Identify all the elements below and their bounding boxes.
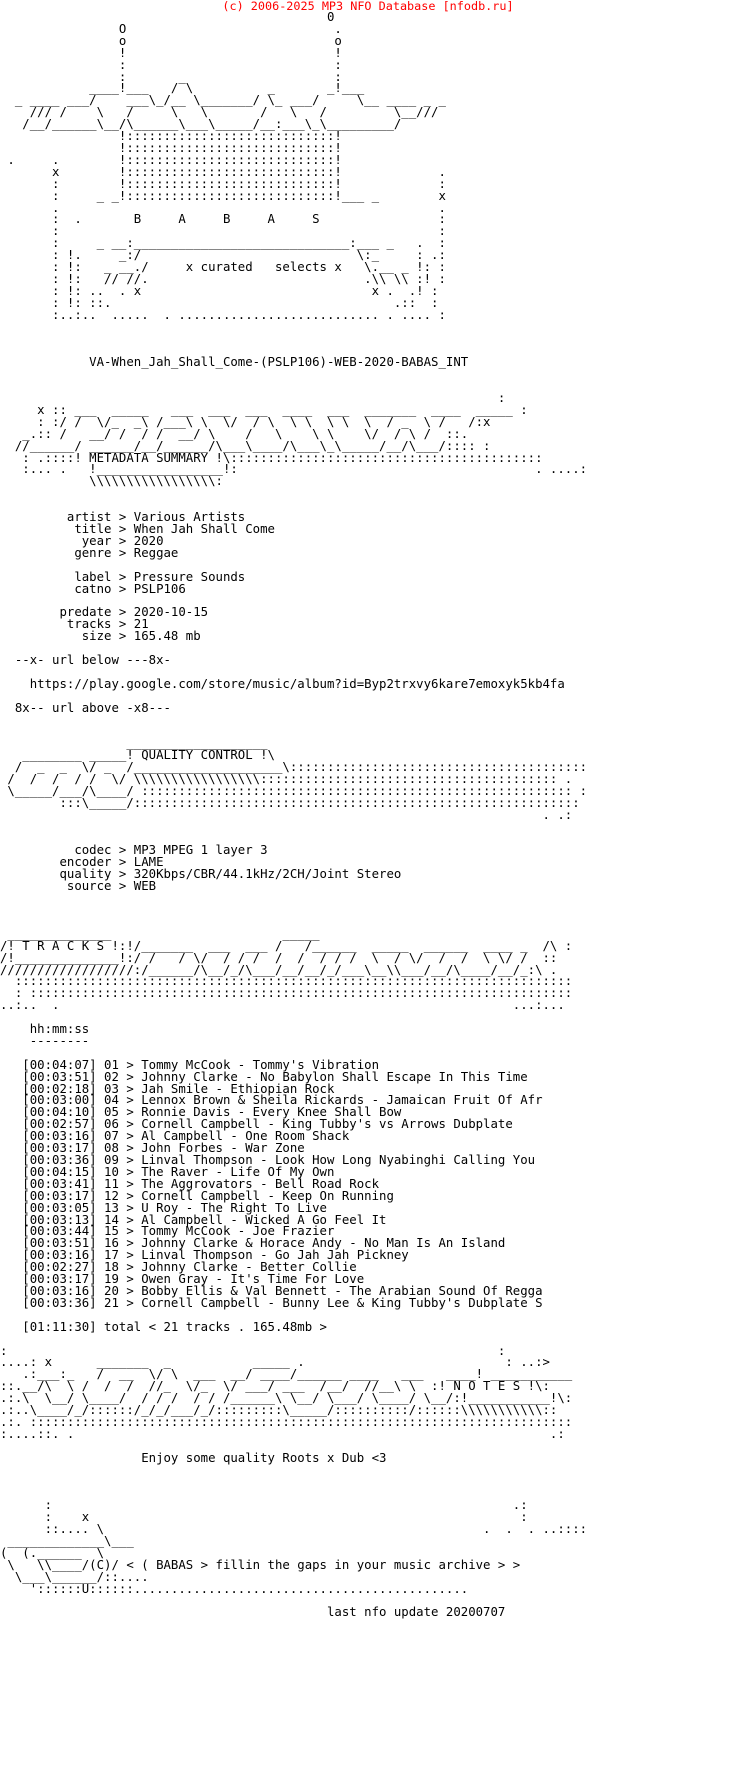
nfo-line: : x : <box>0 1510 528 1525</box>
nfo-line: last nfo update 20200707 <box>0 1605 506 1620</box>
nfo-line: hh:mm:ss <box>0 1022 90 1037</box>
nfo-line: [00:04:07] 01 > Tommy McCook - Tommy's Vibration <box>0 1057 380 1072</box>
nfo-line <box>0 714 587 726</box>
nfo-line: [00:03:17] 08 > John Forbes - War Zone <box>0 1141 305 1156</box>
nfo-line: !::::::::::::::::::::::::::::! <box>0 129 342 144</box>
nfo-line: x :: ___ _____ ___ ___ ___ ____ ___ _______ ____ _____ : <box>0 402 528 417</box>
nfo-line: [00:03:00] 04 > Lennox Brown & Sheila Rickards - Jamaican Fruit Of Afr <box>0 1093 543 1108</box>
nfo-line: ! ! <box>0 45 342 60</box>
nfo-line: \ \\____/(C)/ < ( BABAS > fillin the gaps in your music archive > > <box>0 1557 521 1572</box>
nfo-line: : !. _:/ \:_ : .: <box>0 248 446 263</box>
nfo-line: . . !::::::::::::::::::::::::::::! <box>0 152 342 167</box>
nfo-line: [00:03:17] 12 > Cornell Campbell - Keep On Running <box>0 1188 394 1203</box>
nfo-line: . .: <box>0 807 573 822</box>
nfo-line: ___________________ <box>0 736 268 751</box>
nfo-line: : _ _!::::::::::::::::::::::::::::!___ _ x <box>0 188 446 203</box>
nfo-line: [00:03:36] 21 > Cornell Campbell - Bunny Lee & King Tubby's Dubplate S <box>0 1295 543 1310</box>
nfo-line: ::::::::::::::::::::::::::::::::::::::::::::::::::::::::::::::::::::::::::: <box>0 974 573 989</box>
nfo-line: size > 165.48 mb <box>0 629 201 644</box>
nfo-line: [00:02:27] 18 > Johnny Clarke - Better Collie <box>0 1260 357 1275</box>
nfo-line <box>0 905 587 917</box>
nfo-line: : _ : <box>0 69 342 84</box>
nfo-line: quality > 320Kbps/CBR/44.1kHz/2CH/Joint Stereo <box>0 867 402 882</box>
nfo-line: [00:03:05] 13 > U Roy - The Right To Live <box>0 1200 327 1215</box>
nfo-line: : ::::::::::::::::::::::::::::::::::::::::::::::::::::::::::::::::::::::::: <box>0 986 573 1001</box>
nfo-line <box>0 822 587 834</box>
nfo-line: [01:11:30] total < 21 tracks . 165.48mb > <box>0 1319 327 1334</box>
nfo-line: [00:03:36] 09 > Linval Thompson - Look How Long Nyabinghi Calling You <box>0 1153 536 1167</box>
nfo-line: !::::::::::::::::::::::::::::! <box>0 140 342 155</box>
nfo-line: /! T R A C K S !:!/_______ ___ ___ / /______ _____ ______ ____ _ /\ : <box>0 938 573 953</box>
nfo-line: :..:.. ..... . ........................... . .... : <box>0 307 446 322</box>
nfo-line: [00:02:18] 03 > Jah Smile - Ethiopian Rock <box>0 1081 335 1096</box>
nfo-line: VA-When_Jah_Shall_Come-(PSLP106)-WEB-2020-BABAS_INT <box>0 355 469 370</box>
nfo-line: : !: .. . x x . .! : <box>0 283 439 298</box>
nfo-line: / / / / / \/ \\\\\\\\\\\\\\\\\:::::::::::::::::::::::::::::::::::::::: . <box>0 772 573 786</box>
nfo-line: o o <box>0 33 342 48</box>
nfo-line: /__/______\__/\______\___\_____/__:___\_\_________/ <box>0 117 402 132</box>
nfo-line: .:___:_ / __ \/ \ ___ __/ ____/______ ____ ___ ____! ___________ <box>0 1367 573 1382</box>
nfo-line: : _ __:_____________________________:___ _ . : <box>0 236 446 251</box>
nfo-line <box>0 893 587 905</box>
nfo-line: : !: _ __./ x curated selects x \.__ _ !: : <box>0 260 446 275</box>
nfo-line: x !::::::::::::::::::::::::::::! . <box>0 164 446 179</box>
nfo-line: -------- <box>0 1033 90 1048</box>
nfo-line: \___\______/::.... <box>0 1569 149 1584</box>
nfo-line: :....::. . .: <box>0 1426 565 1441</box>
nfo-text-document <box>0 12 587 1619</box>
nfo-line: artist > Various Artists <box>0 510 246 525</box>
nfo-line: 8x-- url above -x8--- <box>0 700 171 715</box>
nfo-line <box>0 333 587 345</box>
nfo-line: //______/ ______/__/______/\___\____/\___\_\_____/__/\___/:::: : <box>0 438 491 453</box>
nfo-line: //////////////////:/______/\__/_/\___/__/__/_/___\__\\___/__/\____/__/_:\ . <box>0 962 558 977</box>
nfo-line: ________ _____! QUALITY CONTROL !\ <box>0 748 275 763</box>
nfo-line: /!______________!:/ / / \/ / / / / / / / / \ / \/ / / \ \/ / :: <box>0 950 558 965</box>
nfo-line: Enjoy some quality Roots x Dub <3 <box>0 1450 387 1465</box>
nfo-line: [00:02:57] 06 > Cornell Campbell - King Tubby's vs Arrows Dubplate <box>0 1117 513 1132</box>
nfo-line: [00:03:16] 17 > Linval Thompson - Go Jah Jah Pickney <box>0 1248 409 1263</box>
nfo-line: /// / \ / \ \ / \ / \__/// <box>0 105 439 120</box>
nfo-line: '::::::U::::::............................................. <box>0 1581 469 1596</box>
nfo-line: .:..\____/_/::::::/_/_/___/_/:::::::::\_____/::::::::::/::::::\\\\\\\\\\\:: <box>0 1403 558 1418</box>
nfo-line: : !: // //. .\\ \\ :! : <box>0 271 446 286</box>
nfo-line: : .::::! METADATA SUMMARY !\:::::::::::::::::::::::::::::::::::::::::: <box>0 450 543 465</box>
nfo-database-credit: (c) 2006-2025 MP3 NFO Database [nfodb.ru] <box>222 0 514 13</box>
nfo-line: : : <box>0 57 342 72</box>
nfo-line: [00:03:13] 14 > Al Campbell - Wicked A Go Feel It <box>0 1212 387 1227</box>
nfo-line <box>0 488 587 500</box>
nfo-line: : !: ::. .:: : <box>0 295 439 310</box>
nfo-line: .:.\ \__/ \____/ / / / / / /______\ \__/ \___/ \____/ \__/:!___________!\: <box>0 1391 573 1406</box>
nfo-line: catno > PSLP106 <box>0 581 186 596</box>
nfo-line: label > Pressure Sounds <box>0 569 246 584</box>
nfo-line: codec > MP3 MPEG 1 layer 3 <box>0 843 268 858</box>
nfo-line: _____________\___ <box>0 1534 134 1548</box>
nfo-line: --x- url below ---8x- <box>0 652 171 667</box>
nfo-line: [00:03:51] 16 > Johnny Clarke & Horace Andy - No Man Is An Island <box>0 1236 506 1251</box>
nfo-line: : .: <box>0 1498 528 1513</box>
nfo-line: ::.__/\ \ / / / //_ \/_ \/ ___/ ___ /__/ //__\ \ :! N O T E S !\: <box>0 1379 550 1394</box>
nfo-line: : : <box>0 1343 506 1358</box>
nfo-line: title > When Jah Shall Come <box>0 521 275 536</box>
nfo-line: \\\\\\\\\\\\\\\\\: <box>0 474 223 489</box>
nfo-line: / _ _ \/ _ /____________________\:::::::::::::::::::::::::::::::::::::::: <box>0 760 588 775</box>
nfo-line: genre > Reggae <box>0 545 179 560</box>
nfo-line <box>0 369 587 381</box>
nfo-line: [00:03:16] 07 > Al Campbell - One Room Shack <box>0 1129 350 1144</box>
nfo-line: ( (.______ \ <box>0 1545 105 1560</box>
nfo-line: [00:03:41] 11 > The Aggrovators - Bell Road Rock <box>0 1176 380 1191</box>
nfo-line: source > WEB <box>0 879 157 894</box>
nfo-line: : . B A B A S : <box>0 212 446 227</box>
nfo-line: .:. ::::::::::::::::::::::::::::::::::::::::::::::::::::::::::::::::::::::::: <box>0 1414 573 1429</box>
nfo-line: : : <box>0 224 446 239</box>
nfo-line: https://play.google.com/store/music/album?id=Byp2trxvy6kare7emoxyk5kb4fa <box>0 676 565 691</box>
nfo-line: [00:04:10] 05 > Ronnie Davis - Every Knee Shall Bow <box>0 1105 402 1120</box>
nfo-line: :::\_____/:::::::::::::::::::::::::::::::::::::::::::::::::::::::::::: <box>0 795 580 810</box>
nfo-line: ::.... \ . . . ..:::: <box>0 1522 588 1537</box>
nfo-line: predate > 2020-10-15 <box>0 605 209 620</box>
nfo-line: [00:03:17] 19 > Owen Gray - It's Time For Love <box>0 1272 365 1287</box>
nfo-line: :... . !_________________!: . ....: <box>0 462 588 477</box>
nfo-line: ______________ _____ <box>0 926 320 941</box>
nfo-line <box>0 1476 587 1488</box>
nfo-line: . . <box>0 200 446 215</box>
nfo-line: : !::::::::::::::::::::::::::::! : <box>0 176 446 191</box>
nfo-line: year > 2020 <box>0 533 164 548</box>
nfo-line: [00:03:16] 20 > Bobby Ellis & Val Bennett - The Arabian Sound Of Regga <box>0 1283 543 1298</box>
nfo-line: [00:03:51] 02 > Johnny Clarke - No Babylon Shall Escape In This Time <box>0 1069 528 1084</box>
nfo-line: encoder > LAME <box>0 855 164 870</box>
nfo-line: ....: x _______ _ _____ . : ..:> <box>0 1355 550 1370</box>
nfo-line: [00:03:44] 15 > Tommy McCook - Joe Frazier <box>0 1224 335 1239</box>
nfo-line: ..:.. . ...:... <box>0 998 565 1013</box>
nfo-line: \_____/___/\____/ :::::::::::::::::::::::::::::::::::::::::::::::::::::::::: : <box>0 783 588 798</box>
nfo-line: _.:: / __/ / / / __/ \ / \ \ \ \/ / \ / ::. <box>0 426 469 441</box>
nfo-line: : :/ / \/_ _\ /___\ \ \/ / \ \ \ \ \ \ / _ \ / /:x <box>0 414 491 429</box>
nfo-line: _ ____ ___/ ___\_/__ \_______/ \_ ___/ \__ ____ _ _ <box>0 93 446 108</box>
nfo-line: O . <box>0 21 342 36</box>
nfo-line: tracks > 21 <box>0 617 149 632</box>
nfo-line: 0 <box>0 10 335 24</box>
nfo-line <box>0 322 587 334</box>
nfo-line: : <box>0 391 506 405</box>
nfo-line <box>0 1465 587 1477</box>
nfo-line: ____!___ / \ _ _!___ <box>0 81 365 96</box>
nfo-line: [00:04:15] 10 > The Raver - Life Of My Own <box>0 1164 335 1179</box>
